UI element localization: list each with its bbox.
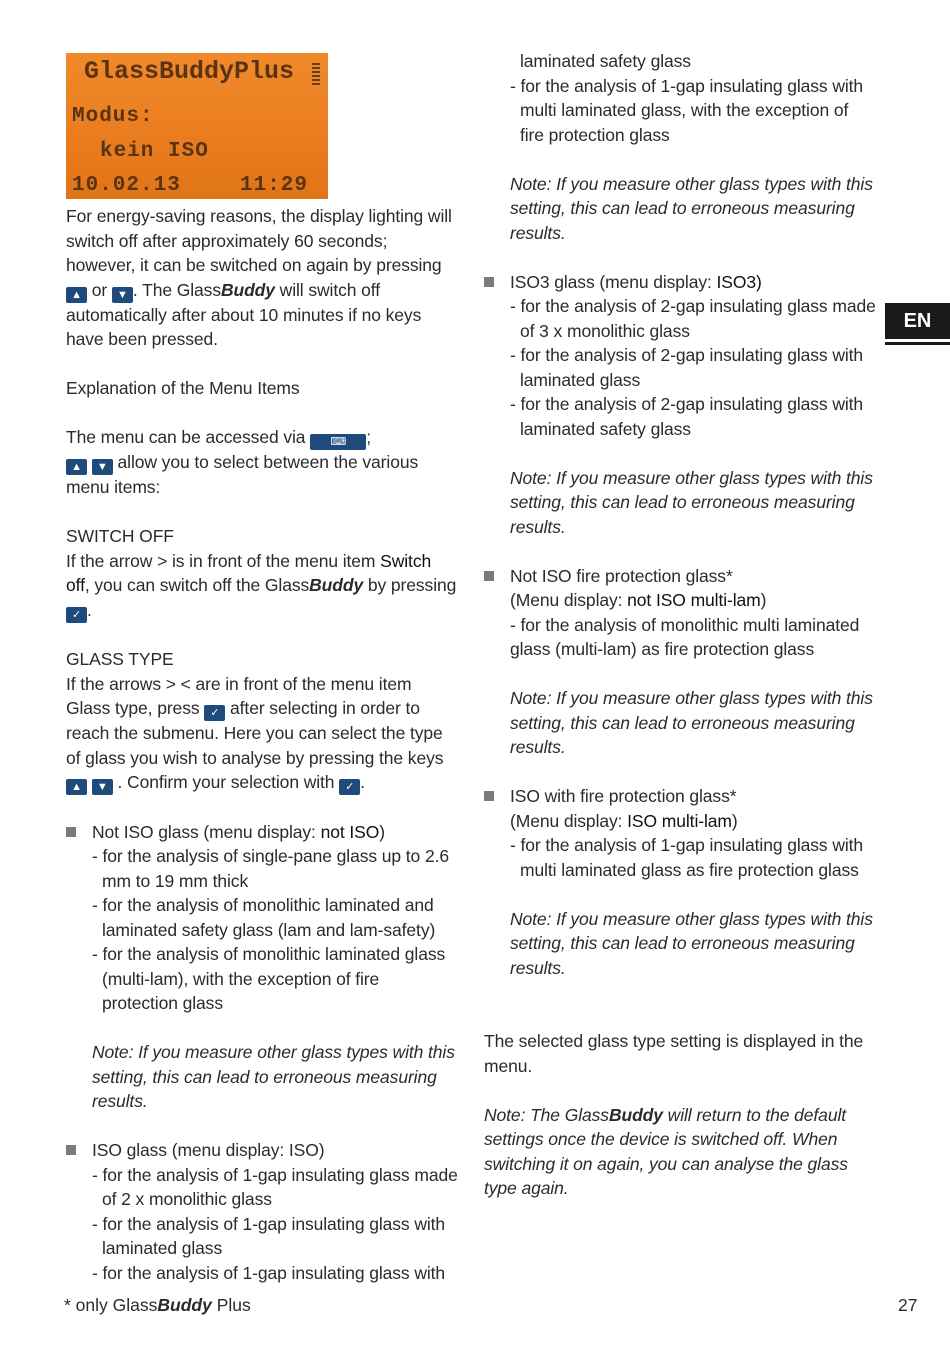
text: )	[731, 810, 738, 831]
heading-glass-type: GLASS TYPE	[66, 649, 174, 669]
brand-buddy: Buddy	[309, 575, 364, 595]
lcd-line-2: kein ISO	[100, 140, 209, 163]
text: ISO3 glass (menu display:	[510, 271, 717, 292]
sub-item: - for the analysis of 2-gap insulating glass made of 3 x monolithic glass	[510, 296, 876, 341]
text: )	[760, 590, 767, 610]
list-item	[66, 1138, 458, 1285]
text: The menu can be accessed via	[66, 427, 306, 447]
ok-key-icon: ✓	[339, 779, 360, 795]
text: .	[87, 599, 92, 620]
ok-key-icon: ✓	[204, 705, 225, 721]
down-key-icon: ▼	[92, 459, 113, 475]
text: by pressing	[363, 575, 457, 595]
note: Note: If you measure other glass types with this setting, this can lead to erroneous measuring results.	[510, 908, 873, 978]
list-item	[484, 270, 876, 540]
sub-item: - for the analysis of monolithic laminated and laminated safety glass (lam and lam-safety)	[92, 895, 436, 940]
text: will switch off automatically after about 10 minutes if no keys have been pressed.	[66, 279, 422, 349]
heading-switch-off: SWITCH OFF	[66, 526, 174, 546]
final-note	[484, 1103, 876, 1201]
text: . Confirm your selection with	[117, 772, 335, 792]
text-bold: ISO multi-lam	[627, 810, 732, 831]
sub-item: - for the analysis of 2-gap insulating glass with laminated glass	[510, 345, 864, 390]
text: If the arrows > < are in front of the menu item Glass type, press	[66, 673, 412, 718]
footnote	[64, 1293, 251, 1317]
sub-item: - for the analysis of 1-gap insulating glass with laminated glass	[92, 1213, 446, 1258]
text: .	[360, 772, 365, 792]
energy-paragraph	[66, 204, 458, 352]
lcd-date: 10.02.13	[72, 174, 181, 197]
text-bold: not ISO	[320, 821, 380, 842]
battery-icon	[312, 63, 320, 85]
text: allow you to select between the various menu items:	[66, 452, 419, 497]
language-tab-underline	[885, 342, 950, 345]
text: ISO glass (menu display: ISO)	[92, 1140, 325, 1160]
sub-item: - for the analysis of 2-gap insulating glass with laminated safety glass	[510, 394, 864, 439]
square-bullet-icon	[484, 571, 494, 581]
text: (Menu display:	[510, 810, 628, 831]
up-key-icon: ▲	[66, 287, 87, 303]
square-bullet-icon	[484, 277, 494, 287]
note: Note: If you measure other glass types with this setting, this can lead to erroneous measuring results.	[510, 467, 873, 537]
up-key-icon: ▲	[66, 459, 87, 475]
text: will return to the default settings once the device is switched off. When switching it on again, you can analyse the glass type again.	[484, 1104, 848, 1198]
down-key-icon: ▼	[112, 287, 133, 303]
text: ;	[366, 427, 371, 447]
brand-buddy: Buddy	[608, 1104, 663, 1125]
down-key-icon: ▼	[92, 779, 113, 795]
ok-key-icon: ✓	[66, 607, 87, 623]
text: (Menu display:	[510, 590, 628, 610]
text: after selecting in order to reach the submenu. Here you can select the type of glass you wish to analyse by pressing the keys	[66, 698, 444, 768]
keyboard-icon: ⌨	[310, 434, 366, 450]
sub-item: - for the analysis of 1-gap insulating glass with multi laminated glass, with the exception of fire protection glass	[510, 75, 864, 145]
sub-item: - for the analysis of 1-gap insulating glass with	[92, 1262, 446, 1283]
square-bullet-icon	[66, 1145, 76, 1155]
text: Not ISO glass (menu display:	[92, 821, 321, 842]
text-bold: ISO3)	[716, 271, 762, 292]
lcd-title: GlassBuddyPlus	[84, 57, 295, 86]
lcd-time: 11:29	[240, 174, 309, 197]
sub-item-continuation: laminated safety glass	[520, 51, 691, 71]
menu-paragraph	[66, 425, 458, 500]
selected-setting-paragraph: The selected glass type setting is displayed in the menu.	[484, 1031, 864, 1076]
text-bold: not ISO multi-lam	[627, 590, 761, 610]
sub-item: - for the analysis of monolithic multi laminated glass (multi-lam) as fire protection glass	[510, 614, 860, 659]
text: or	[91, 279, 108, 300]
continued-list-item	[484, 49, 876, 245]
note: Note: If you measure other glass types with this setting, this can lead to erroneous measuring results.	[510, 688, 873, 757]
list-item	[484, 564, 876, 760]
text: If the arrow > is in front of the menu item	[66, 550, 381, 571]
list-item	[484, 784, 876, 980]
display-screenshot	[66, 53, 328, 199]
switch-off-paragraph	[66, 549, 458, 623]
language-tab: EN	[885, 303, 950, 339]
lcd-line-1: Modus:	[72, 105, 154, 128]
sub-item: - for the analysis of 1-gap insulating glass made of 2 x monolithic glass	[92, 1164, 458, 1209]
glass-type-paragraph	[66, 672, 458, 796]
up-key-icon: ▲	[66, 779, 87, 795]
left-column	[66, 204, 458, 1285]
note: Note: If you measure other glass types with this setting, this can lead to erroneous measuring results.	[510, 173, 873, 243]
text: )	[379, 821, 385, 842]
sub-item: - for the analysis of monolithic laminated glass (multi-lam), with the exception of fire protection glass	[92, 944, 446, 1013]
text: . The Glass	[132, 279, 221, 300]
heading-menu-items: Explanation of the Menu Items	[66, 378, 300, 398]
text-bold: Switch off	[66, 550, 432, 595]
text: Not ISO fire protection glass*	[510, 565, 733, 586]
square-bullet-icon	[66, 827, 76, 837]
right-column	[484, 49, 876, 1201]
text: ISO with fire protection glass*	[510, 786, 737, 806]
brand-buddy: Buddy	[157, 1295, 212, 1315]
text: For energy-saving reasons, the display lighting will switch off after approximately 60 seconds; however, it can be switched on again by pressing	[66, 206, 452, 275]
text: Note: The Glass	[484, 1104, 609, 1125]
text: Plus	[211, 1295, 251, 1315]
page-number: 27	[898, 1295, 918, 1315]
sub-item: - for the analysis of single-pane glass up to 2.6 mm to 19 mm thick	[92, 846, 449, 891]
list-item	[66, 820, 458, 1114]
note: Note: If you measure other glass types with this setting, this can lead to erroneous measuring results.	[92, 1042, 455, 1111]
brand-buddy: Buddy	[220, 279, 275, 300]
sub-item: - for the analysis of 1-gap insulating glass with multi laminated glass as fire protection glass	[510, 835, 864, 880]
square-bullet-icon	[484, 791, 494, 801]
text: * only Glass	[64, 1295, 158, 1315]
text: , you can switch off the Glass	[84, 575, 310, 595]
